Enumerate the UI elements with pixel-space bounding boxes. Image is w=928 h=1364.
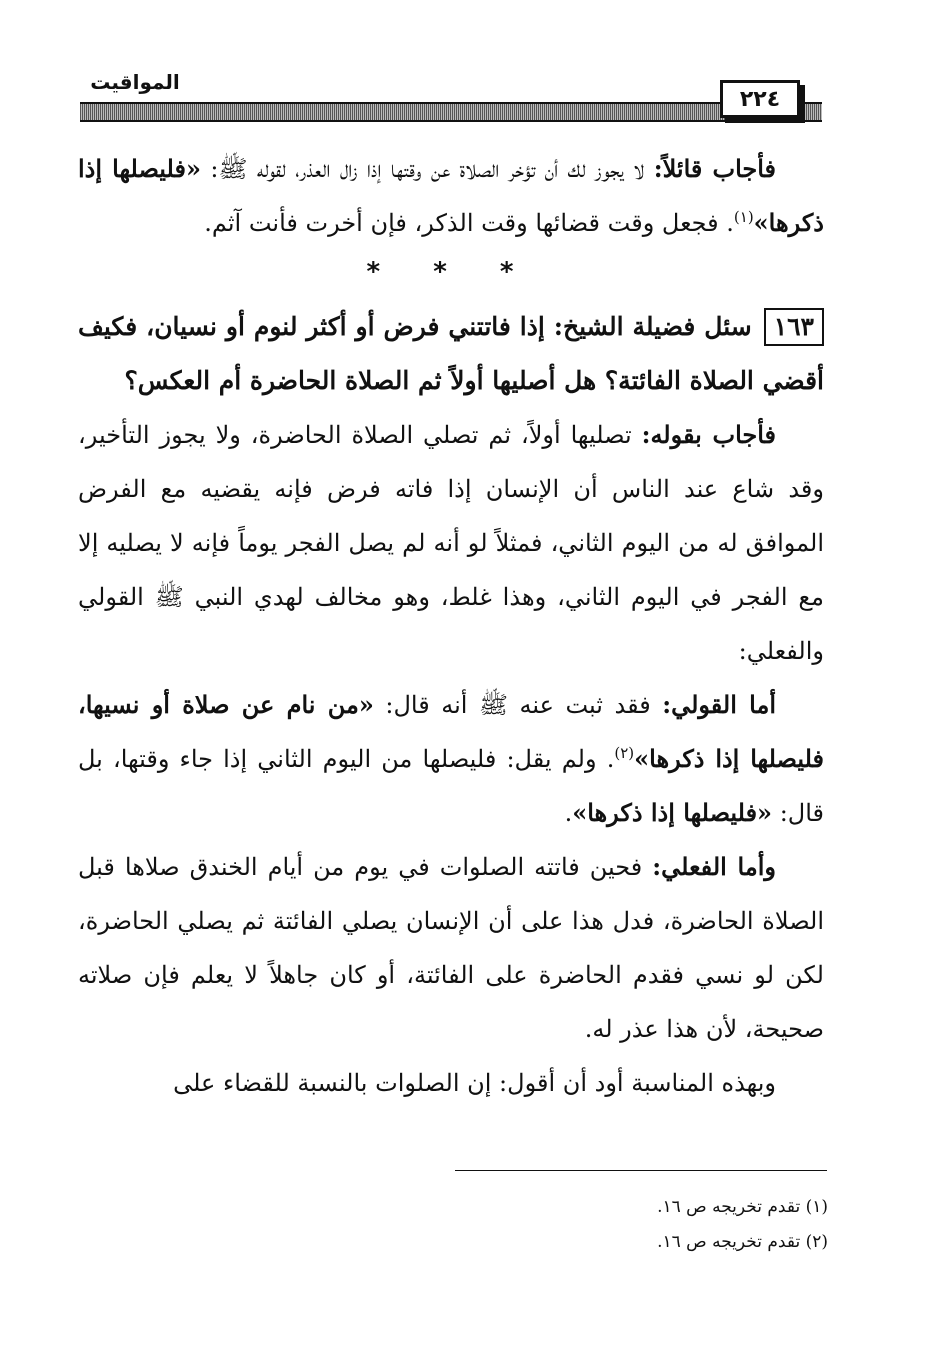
- verbal-text: . ولم يقل: فليصلها من اليوم الثاني إذا جاء وقتها، بل قال:: [78, 745, 824, 827]
- paragraph-answer-1: [78, 142, 824, 250]
- practical-text: فحين فاتته الصلوات في يوم من أيام الخندق صلاها قبل الصلاة الحاضرة، فدل هذا على أن الإنسان يصلي الفائتة ثم يصلي الحاضرة، لكن لو نسي فقدم الحاضرة على الفائتة، أو كان جاهلاً لا يعلم فإن صلاته صحيحة، لأن هذا عذر له.: [78, 853, 824, 1043]
- footnote-rule: [455, 1170, 827, 1171]
- footnote-mark: (٢): [614, 744, 635, 762]
- running-title: المواقيت: [90, 70, 180, 94]
- footnotes: [328, 1190, 828, 1260]
- header-rule: [80, 102, 822, 122]
- answer-text: تصليها أولاً، ثم تصلي الصلاة الحاضرة، ولا يجوز التأخير، وقد شاع عند الناس أن الإنسان إذا فاته فرض فإنه يقضيه مع الفرض الموافق له من اليوم الثاني، فمثلاً لو أنه لم يصل الفجر يوماً فإنه لا يصليه إلا مع الفجر في اليوم الثاني، وهذا غلط، وهو مخالف لهدي النبي ﷺ القولي والفعلي:: [78, 421, 824, 665]
- question-block: [78, 300, 824, 408]
- footnote-2: (٢) تقدم تخريجه ص ١٦.: [657, 1232, 828, 1252]
- verbal-text: .: [564, 799, 573, 827]
- footnote-mark: (١): [733, 208, 754, 226]
- hadith-quote: «من نام عن صلاة أو نسيها، فليصلها إذا ذكرها»: [78, 690, 824, 773]
- answer-label: فأجاب بقوله:: [641, 420, 777, 449]
- paragraph-answer-2: [78, 408, 824, 678]
- section-separator: * * *: [366, 257, 536, 287]
- verbal-label: أما القولي:: [662, 690, 777, 719]
- page-header: [80, 70, 822, 126]
- paragraph-closing: وبهذه المناسبة أود أن أقول: إن الصلوات بالنسبة للقضاء على: [173, 1069, 776, 1097]
- hadith-quote: «فليصلها إذا ذكرها»: [78, 154, 824, 237]
- practical-label: وأما الفعلي:: [652, 852, 776, 881]
- answer-label: فأجاب قائلاً:: [653, 154, 777, 183]
- question-text: سئل فضيلة الشيخ: إذا فاتتني فرض أو أكثر لنوم أو نسيان، فكيف أقضي الصلاة الفائتة؟ هل أصليها أولاً ثم الصلاة الحاضرة أم العكس؟: [78, 312, 824, 395]
- verbal-text: فقد ثبت عنه ﷺ أنه قال:: [373, 691, 663, 719]
- paragraph-verbal: [78, 678, 824, 840]
- question-number: ١٦٣: [764, 308, 824, 346]
- footnote-1: (١) تقدم تخريجه ص ١٦.: [657, 1197, 828, 1217]
- body-text: [78, 142, 824, 1110]
- paragraph-practical: [78, 840, 824, 1056]
- hadith-quote: «فليصلها إذا ذكرها»: [572, 798, 773, 827]
- answer-text: لا يجوز لك أن تؤخر الصلاة عن وقتها إذا زال العذر، لقوله ﷺ:: [200, 155, 654, 183]
- answer-text: . فجعل وقت قضائها وقت الذكر، فإن أخرت فأنت آثم.: [204, 209, 734, 237]
- page-number: ٢٢٤: [720, 80, 800, 118]
